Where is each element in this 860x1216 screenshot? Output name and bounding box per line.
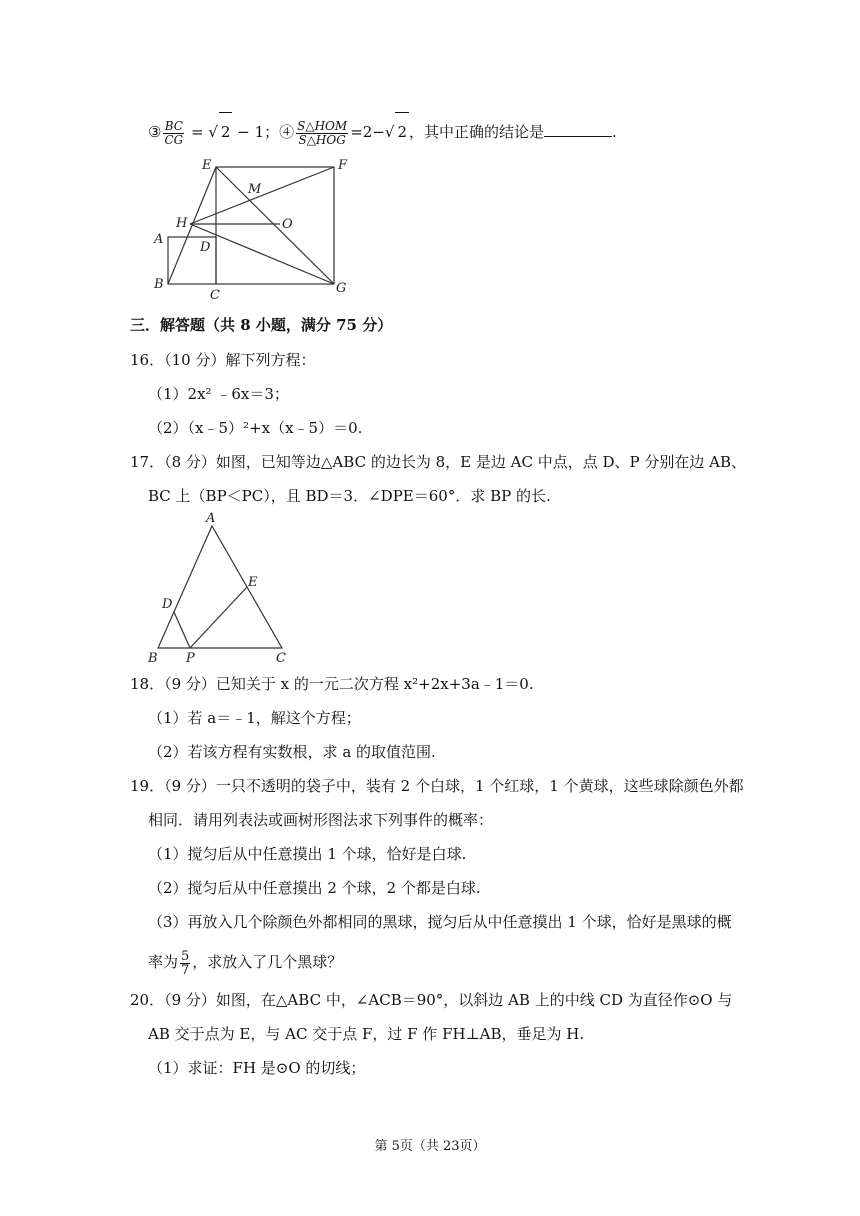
- label-f: F: [338, 158, 348, 173]
- circle-4-marker: ④: [279, 123, 295, 141]
- q19-line1: 19．（9 分）一只不透明的袋子中，装有 2 个白球，1 个红球，1 个黄球，这些球除颜色外都: [130, 777, 744, 795]
- line-eg: [216, 167, 334, 284]
- label-p2: P: [186, 651, 195, 665]
- sqrt-2b: 2: [395, 112, 409, 151]
- triangle-abc: [158, 526, 282, 648]
- label-c2: C: [276, 651, 286, 665]
- fraction-bc-cg: $\frac{BC}{CG}$: [164, 118, 184, 147]
- q20-part1: （1）求证：FH 是⊙O 的切线；: [148, 1059, 366, 1077]
- q20-line1: 20．（9 分）如图，在△ABC 中，∠ACB＝90°，以斜边 AB 上的中线 CD 为直径作⊙O 与: [130, 991, 733, 1009]
- label-m: M: [248, 182, 262, 197]
- circle-3-marker: ③: [148, 123, 162, 141]
- label-c: C: [210, 288, 220, 303]
- label-d: D: [200, 240, 211, 255]
- q15-conclusions-line: ③ $\frac{BC}{CG}$ = √ 2 − 1；④ $\frac{\text{S△HOM}}{\text{S△HOG}}$ =2−√ 2 ，其中正确的结论是 .: [148, 112, 617, 150]
- q18-part2: （2）若该方程有实数根，求 a 的取值范围.: [148, 743, 436, 761]
- label-e: E: [202, 158, 212, 173]
- label-h: H: [176, 216, 188, 231]
- fraction-area-ratio: $\frac{\text{S△HOM}}{\text{S△HOG}}$: [297, 118, 348, 147]
- q17-line2: BC 上（BP＜PC），且 BD＝3．∠DPE＝60°．求 BP 的长.: [148, 487, 551, 505]
- label-g: G: [336, 281, 347, 296]
- label-d2: D: [162, 597, 173, 612]
- sqrt-2: 2: [219, 112, 233, 151]
- figure-squares-diagram: [148, 155, 358, 305]
- q19-part3-cont: 率为 $\frac{5}{7}$ ，求放入了几个黑球？: [148, 948, 343, 978]
- q19-part2: （2）搅匀后从中任意摸出 2 个球，2 个都是白球.: [148, 879, 481, 897]
- q19-line2: 相同．请用列表法或画树形图法求下列事件的概率：: [148, 811, 494, 829]
- q16-part2: （2）（x﹣5）²+x（x﹣5）＝0.: [148, 419, 363, 437]
- page-footer: 第 5页（共 23页）: [374, 1139, 486, 1154]
- fraction-5-7: $\frac{5}{7}$: [181, 948, 190, 978]
- q16-stem: 16．（10 分）解下列方程：: [130, 351, 316, 369]
- section-3-heading: 三．解答题（共 8 小题，满分 75 分）: [130, 316, 393, 334]
- figure-equilateral-triangle: [140, 510, 300, 665]
- line-hf: [190, 167, 334, 224]
- q20-line2: AB 交于点为 E，与 AC 交于点 F，过 F 作 FH⊥AB，垂足为 H.: [148, 1025, 585, 1043]
- line-dp: [174, 612, 190, 648]
- line-pe: [190, 587, 247, 648]
- q19-part1: （1）搅匀后从中任意摸出 1 个球，恰好是白球.: [148, 845, 467, 863]
- q19-part3: （3）再放入几个除颜色外都相同的黑球，搅匀后从中任意摸出 1 个球，恰好是黑球的概: [148, 913, 732, 931]
- label-a: A: [154, 232, 164, 247]
- label-a2: A: [206, 511, 216, 526]
- label-b: B: [154, 277, 164, 292]
- q18-part1: （1）若 a＝﹣1，解这个方程；: [148, 709, 361, 727]
- line-hg: [190, 224, 334, 284]
- q18-stem: 18．（9 分）已知关于 x 的一元二次方程 x²+2x+3a﹣1＝0.: [130, 675, 534, 693]
- label-e2: E: [248, 575, 258, 590]
- label-b2: B: [148, 651, 158, 665]
- q17-line1: 17．（8 分）如图，已知等边△ABC 的边长为 8，E 是边 AC 中点，点 D、P 分别在边 AB、: [130, 453, 746, 471]
- answer-blank: [544, 122, 612, 137]
- label-o: O: [282, 217, 293, 232]
- q16-part1: （1）2x² ﹣6x＝3；: [148, 385, 289, 403]
